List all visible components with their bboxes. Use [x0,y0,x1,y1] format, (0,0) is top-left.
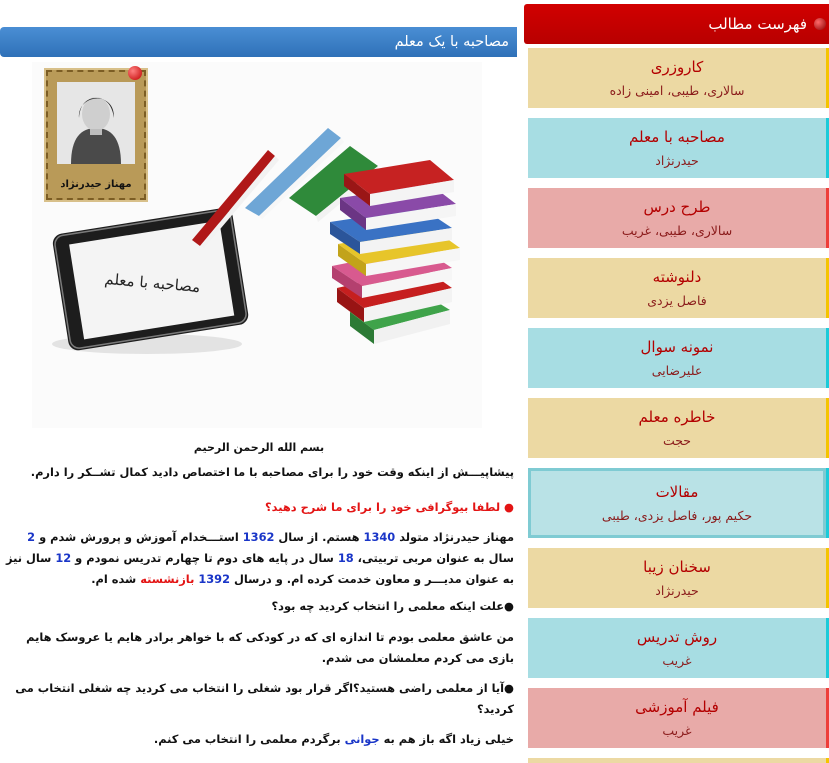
tablet-text: مصاحبه با معلم [103,269,201,297]
sidebar-item-title[interactable]: مقالات [655,482,699,501]
years-number: 18 [337,551,354,565]
answer-why-teacher: من عاشق معلمی بودم تا اندازه ای که در کودکی که با خواهر برادر هایم یا عروسک هایم بازی می کردم معلمشان می شدم. [26,630,514,665]
sidebar-item-quotes[interactable] [528,548,826,608]
post-title-text[interactable]: مصاحبه با یک معلم [394,34,509,50]
intro-paragraph: پیشاپیـــش از اینکه وقت خود را برای مصاحبه با ما اختصاص دادید کمال تشــکر را دارم. [30,465,514,479]
post-illustration [32,62,482,428]
sidebar-item-title[interactable]: فیلم آموزشی [635,697,719,716]
youth-word: جوانی [344,732,380,746]
sidebar-item-subtitle[interactable]: حیدرنژاد [655,152,699,168]
sidebar-item-subtitle[interactable]: سالاری، طیبی، امینی زاده [609,82,745,98]
answer-text: خیلی زیاد اگه باز هم به [379,732,514,746]
question-satisfaction: ●آیا از معلمی راضی هستید؟اگر قرار بود شغلی را انتخاب می کردید چه شغلی انتخاب می کردید؟ [15,681,514,716]
sidebar-item-subtitle[interactable]: حیدرنژاد [655,582,699,598]
sidebar-item-lesson-plan[interactable] [528,188,826,248]
sidebar-item-subtitle[interactable]: سالاری، طیبی، غریب [621,222,733,238]
answer-text: استـــخدام آموزش و پرورش شدم و [35,530,243,544]
retired-word: بازنشسته [140,572,195,586]
sidebar-item-subtitle[interactable]: علیرضایی [651,362,703,378]
answer-text: مهناز حیدرنژاد متولد [395,530,514,544]
question-biography: ● لطفا بیوگرافی خود را برای ما شرح دهید؟ [265,500,514,514]
sidebar-item-teacher-interview[interactable] [528,118,826,178]
sidebar-item-title[interactable]: کاروزری [650,57,704,76]
question-why-teacher: ●علت اینکه معلمی را انتخاب کردید چه بود؟ [271,599,514,613]
sidebar-item-articles[interactable] [528,468,826,538]
sidebar-item-title[interactable]: طرح درس [643,197,711,216]
sidebar [522,0,829,763]
years-number: 2 [27,530,36,544]
sidebar-item-teacher-memory[interactable] [528,398,826,458]
answer-text: سال به عنوان مربی تربیتی، [353,551,514,565]
sidebar-item-subtitle[interactable]: حکیم پور، فاصل یزدی، طیبی [601,507,753,523]
sidebar-item-title[interactable]: سخنان زیبا [643,557,711,576]
post-title[interactable] [0,27,517,57]
answer-text: شده ام. [91,572,141,586]
sidebar-item-next[interactable] [528,758,826,763]
retire-year: 1392 [198,572,231,586]
sidebar-item-title[interactable]: دلنوشته [652,267,702,286]
sidebar-item-subtitle[interactable]: غریب [662,652,692,668]
answer-text: سال در پایه های دوم تا چهارم تدریس نمودم و [71,551,338,565]
sidebar-item-teaching-method[interactable] [528,618,826,678]
sidebar-item-delneveshte[interactable] [528,258,826,318]
sidebar-item-title[interactable]: مصاحبه با معلم [629,127,725,146]
sidebar-item-title[interactable]: روش تدریس [636,627,718,646]
answer-biography [2,527,514,590]
answer-text: سال نیز به عنوان مدیـــر و معاون خدمت کرده ام. و درسال [6,551,514,586]
answer-text: هستم. از سال [274,530,364,544]
years-number: 12 [55,551,72,565]
sidebar-item-subtitle[interactable]: حجت [662,432,692,448]
sidebar-header-title: فهرست مطالب [708,15,807,33]
sidebar-item-title[interactable]: خاطره معلم [638,407,716,426]
sidebar-header [524,4,829,44]
sidebar-item-karvarzi[interactable] [528,48,826,108]
sidebar-item-subtitle[interactable]: غریب [662,722,692,738]
sidebar-item-sample-questions[interactable] [528,328,826,388]
sidebar-item-educational-film[interactable] [528,688,826,748]
sidebar-item-subtitle[interactable]: فاصل یزدی [647,292,707,308]
teacher-photo-caption: مهناز حیدرنژاد [60,179,132,190]
tablet-books-image [32,62,482,428]
bullet-icon [814,18,826,30]
sidebar-item-title[interactable]: نمونه سوال [640,337,714,356]
answer-text: برگردم معلمی را انتخاب می کنم. [153,732,345,746]
birth-year: 1340 [363,530,396,544]
hire-year: 1362 [242,530,275,544]
answer-satisfaction [2,729,514,750]
bismillah-text: بسم الله الرحمن الرحیم [193,441,325,454]
